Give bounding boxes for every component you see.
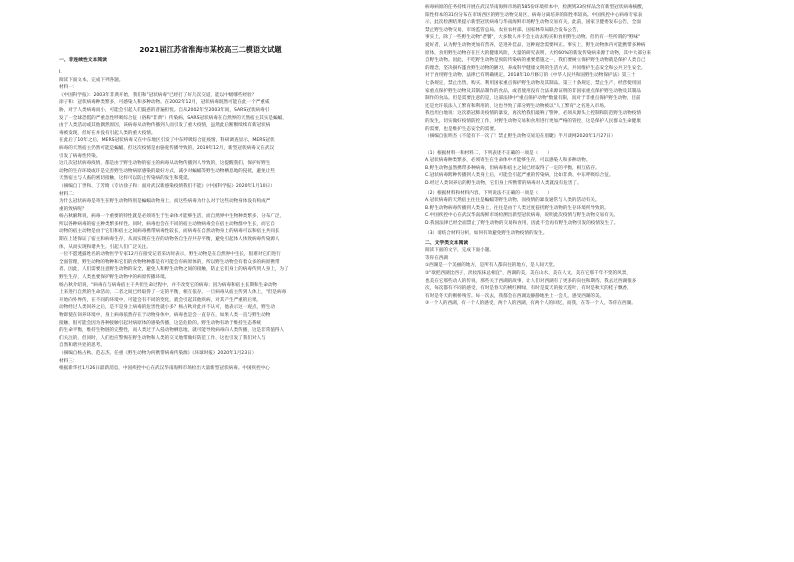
- text-line: ③一个人的西湖，有一个人的感受，两个人的西湖，有两个人的回忆，而我，在等一个人，等你在西湖。: [425, 301, 636, 307]
- text-line: 在此后了10年之后，MERS冠状病毒又在中东地区引发了中东呼吸综合征疫情，科研调查显示，MERS冠状: [59, 138, 275, 144]
- text-line: 所以各种病毒的宿主种类繁多样性。同时，病毒也会在不同的宿主动物病毒会在宿主动物群中生长，而它自: [59, 221, 275, 227]
- text-line: 次，每次都有不同的感受，有时是春天的桃红柳绿，有时是夏天的接天莲叶，有时是秋天的桂子飘香，: [425, 286, 632, 292]
- text-line: 制作的食品。但是需要注意的是，这部法律中"重点保护动物"数量有限，而对于非重点保护野生动物，目前: [425, 96, 641, 102]
- text-line: 的需要，也是维护生态安全的需要。: [425, 126, 499, 132]
- text-line: 家重点保护野生动物及其制品制作的食品，或者使用没有合法来源证明的非国家重点保护野生动物及其制品: [425, 88, 641, 94]
- question-line: （1）根据材料一和材料二，下列表述不正确的一项是（ ）: [425, 150, 552, 156]
- text-line: 全面管理，野生动物的物种和它们的食物物种都是有可能会有病原体的，所以野生动物会有着众多的病原携带: [59, 259, 280, 265]
- text-line: 还是允许依法人工繁育和利用的，这也导致了部分野生动物被以"人工繁育"之名进入市场。: [425, 103, 609, 109]
- text-line: 自野生动物。因此，不吃野生动物是预防传染病的重要措施之一，我们要树立保护野生动物就是保护人类自己: [425, 58, 646, 64]
- right-page: [397, 0, 794, 562]
- question-line: D.经过人类饲养后的野生动物，它们身上所携带的病毒对人类就没有危害了。: [425, 181, 582, 187]
- question-line: A.冠状病毒种类繁多，必须寄生在生命体中才能够生存，可以感染人和多种动物。: [425, 158, 591, 164]
- text-line: 对于食用野生动物，法律已有明确规定。2018年10月修订的《中华人民共和国野生动物保护法》第三十: [425, 73, 636, 79]
- text-line: 物即使在饲养环境中，身上病毒依然存在于动物身体中，病毒也是会一直存在，如果人类一直与野生动物: [59, 313, 271, 318]
- text-line: 病毒病原的任务持续开展在武汉华南海鲜市场的585份环境样本中，检测到33份样品含有新型冠状病毒核酸，: [425, 5, 647, 10]
- question-line: A.冠状病毒的天然宿主往往是蝙蝠等野生动物，而疫情的暴发通常与人类的活动有关。: [425, 198, 600, 204]
- question-2: [425, 190, 766, 228]
- text-line: 动物的宿主动物是由于它们和宿主之间病毒携带病毒性较长，而病毒在自然动物身上的病毒可以和宿主共同长: [59, 229, 280, 235]
- text-line: 杨占秋介绍说，"病毒在与病毒宿主干共担生命过程中，并不改变它的病毒；因为病毒和宿主长期和生命动物: [59, 282, 278, 288]
- text-line: 阅读下面的文字，完成下面小题。: [425, 248, 494, 254]
- right-paragraphs-a: [425, 4, 766, 72]
- text-line: 动物经过人类饲养之后，是不是身上病毒的危害性就小多？杨占秋对此并不认可，他表示这一观点，野生动: [59, 305, 275, 311]
- text-line: 为什么冠状病毒是寄生在野生动物特别是蝙蝠动物身上，而这些病毒为什么对于这些动物身体没有构成严: [59, 199, 271, 205]
- text-line: 由于人类活动或其他偶然原因，该病毒从动物传播到人而引发了重大疫情，虽然此后断断续续有新冠状病: [59, 123, 271, 129]
- text-line: 发了一全球恐慌的严重急性呼吸综合征（俗称"非典"）传染病。SARS冠状病毒在自然界的天然宿主其实是蝙蝠，: [59, 115, 287, 121]
- text-line: 《中国科学报》：2003年非典开始，我们和"冠状病毒"已经打了好几次交道，能以中级哪些经验？: [59, 92, 257, 98]
- section-heading-literary: 二、文学类文本阅读: [425, 241, 469, 247]
- text-line: 野生生存，人类也要保护野生动物中的病原传播环境。: [59, 275, 170, 281]
- text-line: 这几次冠状病毒疫情，都是由于野生动物的宿主的病毒从动物传播到人导致的，这提醒我们，保护好野生: [59, 161, 271, 167]
- question-line: D.我国法律已经全面禁止了野生动物的交易和食用，因此不会再有野生动物引发的疫情发生了。: [425, 221, 619, 227]
- text-line: ②"欲把西湖比西子，淡妆浓抹总相宜"，西湖的美，美在山水，美在人文，美在它那千年不变的风景，: [425, 271, 631, 276]
- question-line: B.野生动物病毒传播到人类身上，往往是由于人类过度侵扰野生动物的生存环境所导致的。: [425, 205, 609, 211]
- right-column: [425, 4, 766, 308]
- source-note: （摘编自张明杰《不能有下一次了！禁止野生动物交易迫在眉睫》半月谈网2020年1月27日）: [425, 134, 616, 140]
- left-paragraphs-b: [59, 251, 362, 350]
- text-line: 材料一：: [59, 85, 78, 91]
- question-1: [425, 150, 766, 188]
- text-line: 的理念，坚决摒弃滥食野生动物的陋习，养成科学健康文明的生活方式，共同维护生态安全和公共卫生安全。: [425, 65, 646, 71]
- text-line: 一位不愿透露姓名的动物医学专家12月在接受记者采访时表示，野生动物是在自然界中生长，很难对它们进行: [59, 252, 281, 258]
- text-line: 材料二：: [59, 191, 78, 197]
- left-paragraphs-a: [59, 77, 362, 252]
- text-line: ①西湖是一个美丽的地方，是所有人都向往的地方，是人间天堂。: [425, 263, 558, 269]
- part-label: I.: [59, 70, 62, 75]
- right-paragraphs-c: [425, 247, 766, 308]
- text-line: 阳性样本的31份分布在市场西区的野生动物交易区，病毒分离培养的阳性率较高。中国疾控中心病毒专家表: [425, 12, 643, 18]
- text-line: 们关注的，但同时，人们也应警惕在野生动物和人类的交叉地带做好防范工作，这也引发了我们对人与: [59, 335, 266, 341]
- text-line: 事实上，除了一些野生动物"老饕"，大多数人并不会主动去购买和食用野生动物。但仍有一些所谓的"野味": [425, 35, 641, 41]
- text-line: 材料三：: [59, 358, 78, 364]
- text-line: 我也坦白地说：这次新冠肺炎疫情的暴发，再次给我们敲响了警钟，必须从源头上控制和防范野生动物疫情: [425, 111, 641, 117]
- text-line: 的发生，切实做好疫情防控工作，对野生动物交易和食用进行更加严格的管控，这是保护人民群众生命健康: [425, 118, 641, 124]
- right-paragraphs-b: [425, 72, 766, 133]
- text-line: 有时是冬天的断桥残雪。每一次去，我都会在西湖边静静地坐上一会儿，感受西湖的美。: [425, 293, 605, 299]
- question-3: （3）请结合材料分析，如何有效避免野生动物疫情的发生。: [425, 230, 548, 236]
- text-line: 等你在西湖: [425, 255, 448, 261]
- text-line: 七条规定，禁止出售、购买、利用国家重点保护野生动物及其制品。第三十条规定，禁止生产、经营使用国: [425, 80, 641, 86]
- text-line: 接触，很可能会因为各种接触引起对病原体的感染传播，这是危险的。野生动物有助于维持生态系统: [59, 320, 262, 326]
- text-line: 期在上述保证了宿主和病毒生存，从而实现在生存的动物各自生存共存平衡，避免引起体人体致病毒传染源人: [59, 237, 280, 243]
- text-line: 禁止野生动物交易，市场监管总局、农业农村部、国家林草局联合发布公告，: [425, 27, 582, 33]
- question-line: C.冠状病毒跨种传播到人类身上后，可能会引起严重的传染病，比如非典、中东呼吸综合征。: [425, 173, 614, 179]
- text-line: 胁，对于人类病毒而小，可能会引起人们鼓惑的普遍担忧。自从2002年至2003年间，SARS冠状病毒引: [59, 107, 270, 113]
- text-line: 天然宿主与人畜的密切接触，这样可以防止传染病的发生和蔓延。: [59, 176, 193, 182]
- text-line: 自然和谐共处的思考。: [59, 343, 105, 349]
- left-column: [59, 0, 362, 373]
- text-line: 的生命平衡，维持生物链的完整性，而人类过于入侵动物栖息地，就可能导致病毒向人类传播，这是非常值得人: [59, 328, 285, 334]
- section-heading-nonlinear: 一、非连续性文本阅读: [59, 58, 107, 63]
- text-line: （摘编自丁世和、丁芳绮《专访徐子和：面对武汉新感染疫情我们不能》《中国科学报》2020年1月10日）: [59, 183, 275, 189]
- text-line: 引发了病毒性传染。: [59, 153, 101, 159]
- text-line: 杨占秋解释说，病毒一个重要的特性就是必须寄生于生命体才能够生活，而自然界中生物种类繁多，分布广泛，: [59, 214, 285, 220]
- text-line: 原体，食用野生动物存在巨大的健康风险，大量的研究表明，大约60%的新发传染病来源于动物，其中大部分来: [425, 50, 652, 56]
- text-line: 动物的生存环境或许是完善野生动物病原感染的最好方式，减少对蝙蝠等野生动物栖息地的侵扰，避免让些: [59, 168, 275, 174]
- question-line: （2）根据材料和材料内容，下列说法不正确的一项是（ ）: [425, 190, 552, 196]
- text-line: 阅读下面文本，完成下列各题。: [59, 77, 124, 83]
- question-line: C.中国疾控中心在武汉华南海鲜市场检测出新型冠状病毒，说明此次疫情与野生动物交易有关。: [425, 213, 619, 219]
- text-line: 毒被发现，但好在并没有引起人类的重大疫情。: [59, 130, 156, 136]
- text-line: 徐子和：冠状病毒种类繁多，可感染人和多种动物。在2002年12月，冠状病毒既然可能在此一个严重威: [59, 100, 270, 106]
- text-line: （摘编自杨占秋、范志杰、任重《野生动物为何携带病毒传染源》《环球时报》2020年1月23日）: [59, 350, 257, 356]
- text-line: 重的致病呢？: [59, 206, 87, 212]
- text-line: 也美在它那些动人的传说，那些关于西湖的故事，让人们对西湖有了更多的向往和期待。我去过西湖很多: [425, 278, 637, 284]
- text-line: 者。因此，人们需要注意野生动物的安全，避免人和野生动物之间的接触，防止它们身上的病毒传到人身上，为了: [59, 267, 289, 273]
- text-line: 根据新华社1月26日最新消息，中国疾控中心在武汉华南海鲜市场检出大量新型冠状病毒。中国疾控中心: [59, 366, 270, 372]
- text-line: 示，此次检测结果提示新型冠状病毒与华南海鲜市场野生动物交易有关，此前，国家卫健委发布公告，全面: [425, 20, 641, 26]
- question-line: B.野生动物虽然携带多种病毒，但病毒和宿主之间已经取得了一定的平衡，相互依存。: [425, 165, 600, 171]
- exam-title: 2021届江苏省淮海市某校高三二模语文试题: [139, 45, 282, 54]
- text-line: 爱好者，认为野生动物更加有营养，是进补佳品，这种观念需要纠正。事实上，野生动物体内可能携带多种病: [425, 42, 646, 48]
- text-line: 上来进行自然的生命活动，二者之间已经取得了一定的平衡，相互依存。一旦病毒从宿主传到人体上，"但是病毒: [59, 290, 287, 296]
- text-line: 体，从而实现和谐共生。引起人们广泛关注。: [59, 244, 151, 250]
- text-line: 开始向外界传，在不同的环境中，可能会有不同的变化，就会引起其他疾病，对其产生严重的后果。: [59, 297, 262, 303]
- text-line: 病毒的天然宿主仍然可能是蝙蝠，但这次疫情是由骆驼传播导致的。2019年12月，新型冠状病毒又在武汉: [59, 145, 275, 151]
- left-paragraphs-c: [59, 350, 362, 373]
